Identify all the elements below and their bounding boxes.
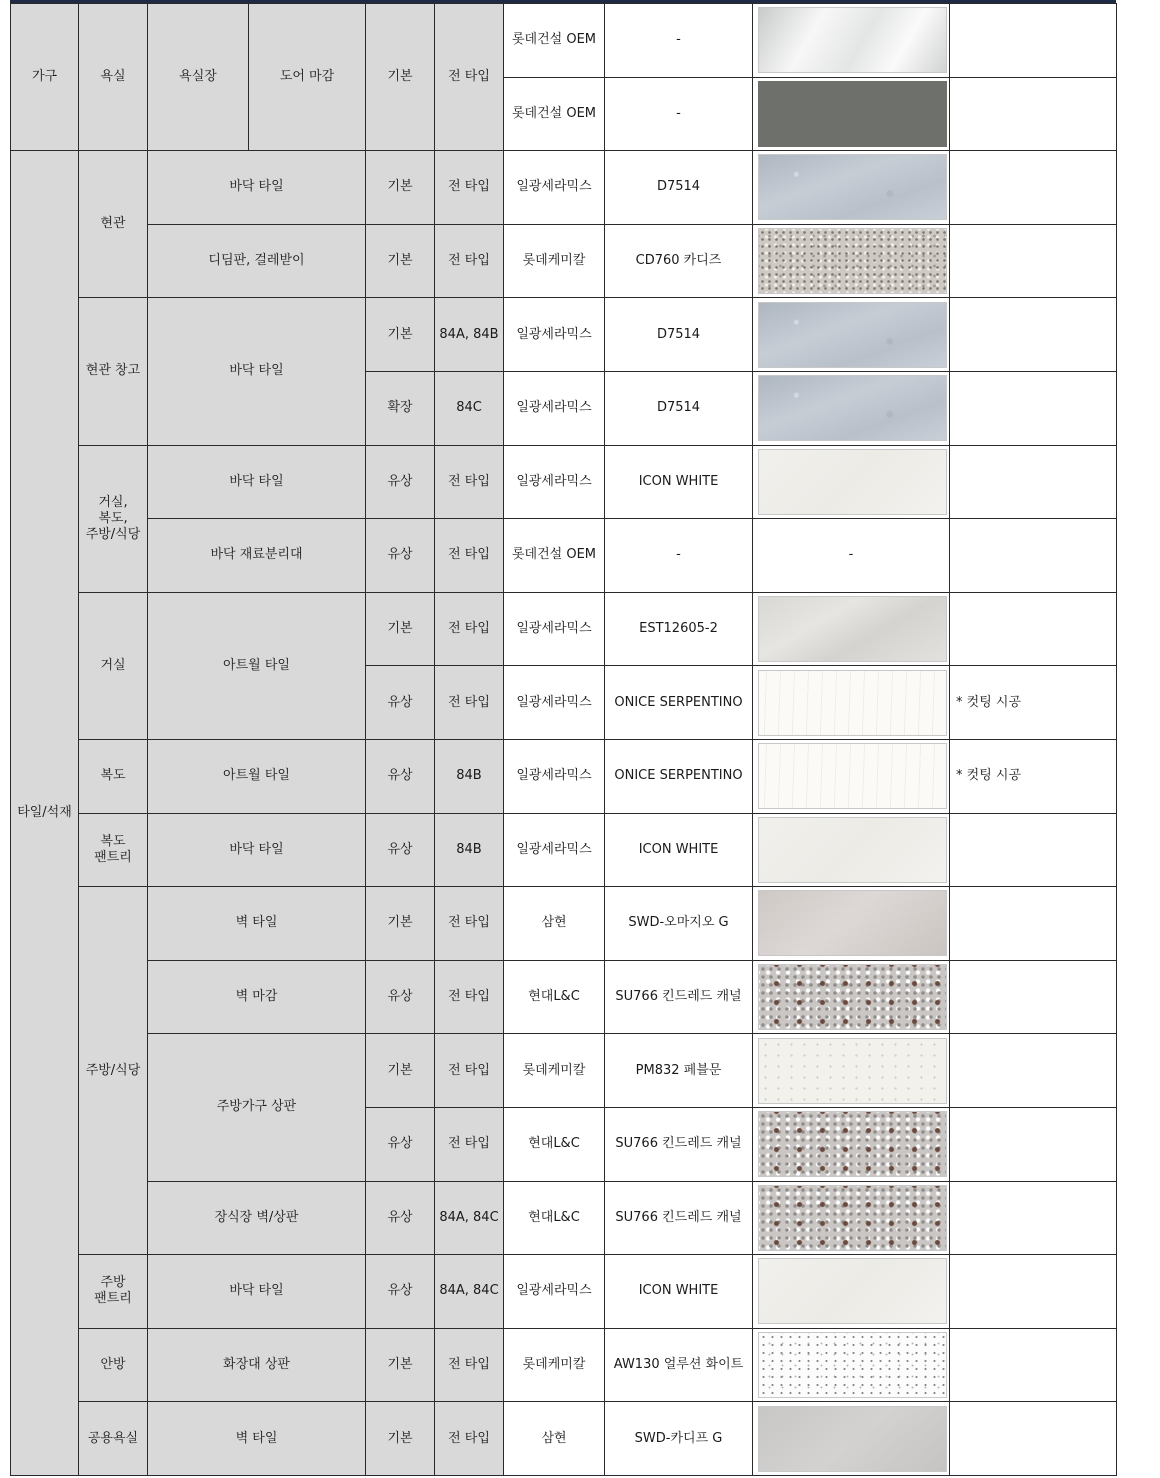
item-cell: 아트월 타일 xyxy=(148,592,366,739)
table-row xyxy=(11,4,1117,78)
maker-cell: 일광세라믹스 xyxy=(504,813,605,887)
unit-type-cell: 84B xyxy=(435,739,504,813)
space-cell: 현관 창고 xyxy=(79,298,148,445)
swatch-cell xyxy=(753,1107,950,1181)
product-cell: AW130 얼루션 화이트 xyxy=(605,1328,753,1402)
note-cell xyxy=(950,1328,1117,1402)
note-cell xyxy=(950,592,1117,666)
table-row xyxy=(11,1402,1117,1476)
product-cell: ONICE SERPENTINO xyxy=(605,666,753,740)
swatch-cell xyxy=(753,1181,950,1255)
maker-cell: 삼현 xyxy=(504,887,605,961)
tile-swatch-image xyxy=(758,890,947,956)
product-cell: SU766 킨드레드 캐널 xyxy=(605,1181,753,1255)
maker-cell: 롯데건설 OEM xyxy=(504,77,605,151)
item-cell: 벽 타일 xyxy=(148,887,366,961)
tile-swatch-image xyxy=(758,670,947,736)
space-cell: 현관 xyxy=(79,151,148,298)
table-row xyxy=(11,813,1117,887)
space-cell: 복도 팬트리 xyxy=(79,813,148,887)
unit-type-cell: 전 타입 xyxy=(435,151,504,225)
unit-type-cell: 84A, 84B xyxy=(435,298,504,372)
maker-cell: 현대L&C xyxy=(504,1107,605,1181)
product-cell: D7514 xyxy=(605,151,753,225)
table-row xyxy=(11,224,1117,298)
note-cell xyxy=(950,813,1117,887)
product-cell: - xyxy=(605,77,753,151)
type-cell: 유상 xyxy=(366,445,435,519)
space-cell: 안방 xyxy=(79,1328,148,1402)
table-row xyxy=(11,445,1117,519)
product-cell: SU766 킨드레드 캐널 xyxy=(605,960,753,1034)
unit-type-cell: 전 타입 xyxy=(435,1402,504,1476)
table-row xyxy=(11,1255,1117,1329)
tile-swatch-image xyxy=(758,449,947,515)
item-cell: 바닥 타일 xyxy=(148,813,366,887)
item-cell: 바닥 재료분리대 xyxy=(148,519,366,593)
swatch-cell xyxy=(753,151,950,225)
swatch-cell xyxy=(753,887,950,961)
type-cell: 기본 xyxy=(366,887,435,961)
table-row xyxy=(11,298,1117,372)
category-cell: 타일/석재 xyxy=(11,151,79,1476)
tile-swatch-image xyxy=(758,743,947,809)
maker-cell: 롯데케미칼 xyxy=(504,224,605,298)
swatch-cell xyxy=(753,813,950,887)
type-cell: 기본 xyxy=(366,224,435,298)
item-cell: 욕실장 xyxy=(148,4,249,151)
product-cell: ICON WHITE xyxy=(605,1255,753,1329)
type-cell: 기본 xyxy=(366,592,435,666)
type-cell: 유상 xyxy=(366,813,435,887)
type-cell: 유상 xyxy=(366,519,435,593)
swatch-cell xyxy=(753,445,950,519)
note-cell xyxy=(950,1181,1117,1255)
maker-cell: 일광세라믹스 xyxy=(504,445,605,519)
maker-cell: 현대L&C xyxy=(504,960,605,1034)
swatch-cell xyxy=(753,592,950,666)
tile-swatch-image xyxy=(758,596,947,662)
item-cell: 화장대 상판 xyxy=(148,1328,366,1402)
unit-type-cell: 전 타입 xyxy=(435,4,504,151)
type-cell: 유상 xyxy=(366,960,435,1034)
maker-cell: 일광세라믹스 xyxy=(504,298,605,372)
type-cell: 기본 xyxy=(366,298,435,372)
note-cell xyxy=(950,371,1117,445)
maker-cell: 롯데케미칼 xyxy=(504,1328,605,1402)
unit-type-cell: 전 타입 xyxy=(435,224,504,298)
swatch-cell xyxy=(753,1328,950,1402)
item-cell: 바닥 타일 xyxy=(148,151,366,225)
tile-swatch-image xyxy=(758,817,947,883)
type-cell: 기본 xyxy=(366,1034,435,1108)
unit-type-cell: 전 타입 xyxy=(435,887,504,961)
table-row xyxy=(11,519,1117,593)
unit-type-cell: 전 타입 xyxy=(435,1328,504,1402)
maker-cell: 삼현 xyxy=(504,1402,605,1476)
swatch-cell xyxy=(753,224,950,298)
note-cell xyxy=(950,1402,1117,1476)
tile-swatch-image xyxy=(758,302,947,368)
item-cell: 주방가구 상판 xyxy=(148,1034,366,1181)
tile-swatch-image xyxy=(758,154,947,220)
note-cell xyxy=(950,445,1117,519)
table-row xyxy=(11,1181,1117,1255)
space-cell: 복도 xyxy=(79,739,148,813)
space-cell: 주방 팬트리 xyxy=(79,1255,148,1329)
note-cell xyxy=(950,224,1117,298)
note-cell xyxy=(950,298,1117,372)
finish-schedule-table xyxy=(10,3,1117,1476)
item-cell: 장식장 벽/상판 xyxy=(148,1181,366,1255)
note-cell xyxy=(950,519,1117,593)
item-cell: 아트월 타일 xyxy=(148,739,366,813)
swatch-cell xyxy=(753,371,950,445)
item-cell: 벽 마감 xyxy=(148,960,366,1034)
table-row xyxy=(11,151,1117,225)
unit-type-cell: 전 타입 xyxy=(435,592,504,666)
note-cell xyxy=(950,1034,1117,1108)
maker-cell: 일광세라믹스 xyxy=(504,592,605,666)
type-cell: 유상 xyxy=(366,739,435,813)
product-cell: ICON WHITE xyxy=(605,813,753,887)
table-row xyxy=(11,592,1117,666)
product-cell: ICON WHITE xyxy=(605,445,753,519)
item-cell: 바닥 타일 xyxy=(148,298,366,445)
note-cell xyxy=(950,4,1117,78)
note-cell xyxy=(950,77,1117,151)
unit-type-cell: 84B xyxy=(435,813,504,887)
mirror-swatch-image xyxy=(758,7,947,73)
terrazzo-swatch-image xyxy=(758,964,947,1030)
table-row xyxy=(11,887,1117,961)
unit-type-cell: 전 타입 xyxy=(435,445,504,519)
maker-cell: 롯데케미칼 xyxy=(504,1034,605,1108)
unit-type-cell: 전 타입 xyxy=(435,519,504,593)
space-cell: 거실 xyxy=(79,592,148,739)
maker-cell: 현대L&C xyxy=(504,1181,605,1255)
terrazzo-swatch-image xyxy=(758,228,947,294)
product-cell: ONICE SERPENTINO xyxy=(605,739,753,813)
product-cell: SWD-오마지오 G xyxy=(605,887,753,961)
note-cell: * 컷팅 시공 xyxy=(950,739,1117,813)
note-cell xyxy=(950,151,1117,225)
space-cell: 거실, 복도, 주방/식당 xyxy=(79,445,148,592)
type-cell: 유상 xyxy=(366,1255,435,1329)
category-cell: 가구 xyxy=(11,4,79,151)
dark-gray-swatch-image xyxy=(758,81,947,147)
product-cell: CD760 카디즈 xyxy=(605,224,753,298)
note-cell xyxy=(950,887,1117,961)
product-cell: SWD-카디프 G xyxy=(605,1402,753,1476)
space-cell: 욕실 xyxy=(79,4,148,151)
terrazzo-swatch-image xyxy=(758,1185,947,1251)
note-cell: * 컷팅 시공 xyxy=(950,666,1117,740)
type-cell: 유상 xyxy=(366,666,435,740)
type-cell: 기본 xyxy=(366,4,435,151)
swatch-cell: - xyxy=(753,519,950,593)
note-cell xyxy=(950,1255,1117,1329)
product-cell: D7514 xyxy=(605,298,753,372)
swatch-cell xyxy=(753,1255,950,1329)
table-row xyxy=(11,1328,1117,1402)
countertop-swatch-image xyxy=(758,1332,947,1398)
type-cell: 유상 xyxy=(366,1181,435,1255)
swatch-cell xyxy=(753,4,950,78)
tile-swatch-image xyxy=(758,1258,947,1324)
unit-type-cell: 84A, 84C xyxy=(435,1255,504,1329)
unit-type-cell: 전 타입 xyxy=(435,666,504,740)
table-row xyxy=(11,960,1117,1034)
product-cell: D7514 xyxy=(605,371,753,445)
product-cell: - xyxy=(605,519,753,593)
space-cell: 주방/식당 xyxy=(79,887,148,1255)
swatch-cell xyxy=(753,298,950,372)
table-row xyxy=(11,1034,1117,1108)
swatch-cell xyxy=(753,666,950,740)
type-cell: 유상 xyxy=(366,1107,435,1181)
unit-type-cell: 전 타입 xyxy=(435,960,504,1034)
maker-cell: 롯데건설 OEM xyxy=(504,4,605,78)
countertop-swatch-image xyxy=(758,1038,947,1104)
maker-cell: 일광세라믹스 xyxy=(504,739,605,813)
unit-type-cell: 전 타입 xyxy=(435,1034,504,1108)
maker-cell: 일광세라믹스 xyxy=(504,1255,605,1329)
maker-cell: 일광세라믹스 xyxy=(504,666,605,740)
unit-type-cell: 전 타입 xyxy=(435,1107,504,1181)
type-cell: 기본 xyxy=(366,151,435,225)
swatch-cell xyxy=(753,739,950,813)
note-cell xyxy=(950,1107,1117,1181)
unit-type-cell: 84A, 84C xyxy=(435,1181,504,1255)
tile-swatch-image xyxy=(758,1406,947,1472)
item-cell: 디딤판, 걸레받이 xyxy=(148,224,366,298)
swatch-cell xyxy=(753,77,950,151)
table-row xyxy=(11,739,1117,813)
unit-type-cell: 84C xyxy=(435,371,504,445)
type-cell: 확장 xyxy=(366,371,435,445)
note-cell xyxy=(950,960,1117,1034)
maker-cell: 롯데건설 OEM xyxy=(504,519,605,593)
type-cell: 기본 xyxy=(366,1402,435,1476)
product-cell: PM832 페블문 xyxy=(605,1034,753,1108)
item-cell: 벽 타일 xyxy=(148,1402,366,1476)
product-cell: SU766 킨드레드 캐널 xyxy=(605,1107,753,1181)
terrazzo-swatch-image xyxy=(758,1111,947,1177)
swatch-cell xyxy=(753,1034,950,1108)
detail-cell: 도어 마감 xyxy=(249,4,366,151)
maker-cell: 일광세라믹스 xyxy=(504,151,605,225)
swatch-cell xyxy=(753,960,950,1034)
item-cell: 바닥 타일 xyxy=(148,1255,366,1329)
product-cell: EST12605-2 xyxy=(605,592,753,666)
maker-cell: 일광세라믹스 xyxy=(504,371,605,445)
swatch-cell xyxy=(753,1402,950,1476)
space-cell: 공용욕실 xyxy=(79,1402,148,1476)
product-cell: - xyxy=(605,4,753,78)
item-cell: 바닥 타일 xyxy=(148,445,366,519)
type-cell: 기본 xyxy=(366,1328,435,1402)
tile-swatch-image xyxy=(758,375,947,441)
